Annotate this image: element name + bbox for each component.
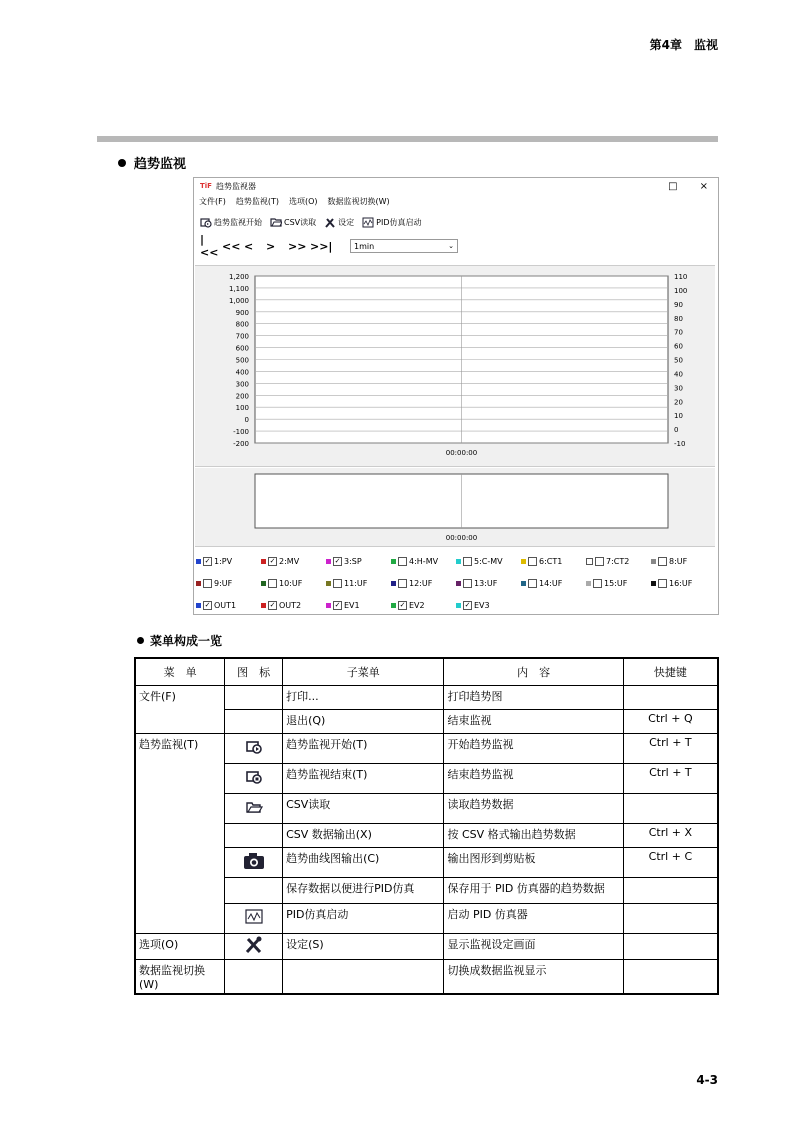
legend-label: EV3 <box>474 600 490 610</box>
app-icon: TiF <box>200 182 212 190</box>
legend-label: 9:UF <box>214 578 233 588</box>
legend-label: OUT2 <box>279 600 302 610</box>
legend-label: OUT1 <box>214 600 237 610</box>
legend-checkbox[interactable] <box>333 579 342 588</box>
content-cell: 保存用于 PID 仿真器的趋势数据 <box>444 877 623 903</box>
legend-item[interactable] <box>586 579 651 588</box>
icon-cell <box>225 733 283 763</box>
settings-button[interactable]: 设定 <box>324 217 354 228</box>
submenu-cell: 退出(Q) <box>283 709 444 733</box>
shortcut-cell <box>623 959 718 994</box>
y-right-tick-label: 20 <box>674 398 683 407</box>
shortcut-cell <box>623 933 718 959</box>
icon-cell <box>225 933 283 959</box>
legend-label: 5:C-MV <box>474 556 503 566</box>
legend-item[interactable] <box>196 601 261 610</box>
content-cell: 显示监视设定画面 <box>444 933 623 959</box>
toolbar <box>194 212 718 232</box>
table-row <box>135 959 718 994</box>
color-swatch <box>521 559 526 564</box>
legend-checkbox[interactable]: ✓ <box>334 600 341 609</box>
window-title: 趋势监视器 <box>215 181 256 191</box>
color-swatch <box>261 603 266 608</box>
pid-sim-button[interactable]: PID仿真启动 <box>362 217 421 228</box>
legend-item[interactable] <box>651 579 716 588</box>
y-right-tick-label: 40 <box>674 370 683 379</box>
color-swatch <box>326 581 331 586</box>
header-submenu: 子菜单 <box>283 658 444 685</box>
menu-options[interactable]: 选项(O) <box>288 196 318 206</box>
y-left-tick-label: -100 <box>233 428 249 437</box>
y-left-tick-label: 700 <box>235 332 249 341</box>
tools-icon <box>324 217 336 228</box>
submenu-cell: 趋势曲线图输出(C) <box>283 847 444 877</box>
menu-cell: 文件(F) <box>135 685 225 733</box>
menu-data-monitor[interactable]: 数据监视切换(W) <box>327 196 390 206</box>
legend-checkbox[interactable] <box>203 579 212 588</box>
color-swatch <box>456 603 461 608</box>
y-left-tick-label: 500 <box>235 356 249 365</box>
content-cell: 结束趋势监视 <box>444 763 623 793</box>
icon-cell <box>225 763 283 793</box>
icon-cell <box>225 877 283 903</box>
content-cell: 读取趋势数据 <box>444 793 623 823</box>
color-swatch <box>196 603 201 608</box>
window-titlebar <box>194 178 718 194</box>
legend-label: 6:CT1 <box>539 556 563 566</box>
legend-label: 16:UF <box>669 578 693 588</box>
legend-item[interactable] <box>521 557 586 566</box>
shortcut-cell: Ctrl + T <box>623 733 718 763</box>
menu-file[interactable]: 文件(F) <box>199 196 226 206</box>
legend-item[interactable] <box>261 557 326 566</box>
submenu-cell: 趋势监视开始(T) <box>283 733 444 763</box>
legend-label: 10:UF <box>279 578 303 588</box>
y-left-tick-label: 0 <box>244 416 249 425</box>
table-header-row <box>135 658 718 685</box>
trend-start-icon <box>245 745 263 758</box>
y-right-tick-label: 100 <box>674 286 688 295</box>
color-swatch <box>651 559 656 564</box>
content-cell: 按 CSV 格式输出趋势数据 <box>444 823 623 847</box>
y-right-tick-label: -10 <box>674 440 686 448</box>
menu-cell: 趋势监视(T) <box>135 733 225 933</box>
color-swatch <box>391 603 396 608</box>
legend-checkbox[interactable] <box>268 579 277 588</box>
time-range-select[interactable] <box>350 239 458 253</box>
close-button[interactable]: × <box>699 180 708 192</box>
main-chart-svg <box>195 266 715 466</box>
nav-next-button[interactable]: > <box>266 239 276 253</box>
legend-label: 3:SP <box>344 556 362 566</box>
folder-open-icon <box>270 217 282 228</box>
legend-item[interactable] <box>326 557 391 566</box>
section-title-text: 趋势监视 <box>134 157 187 172</box>
color-swatch <box>586 581 591 586</box>
camera-icon <box>243 860 265 873</box>
y-left-tick-label: 400 <box>235 368 249 377</box>
nav-next-page-button[interactable]: >> <box>288 239 307 253</box>
icon-cell <box>225 793 283 823</box>
legend-checkbox[interactable] <box>593 579 602 588</box>
maximize-button[interactable]: □ <box>668 180 678 192</box>
legend-item[interactable] <box>651 557 716 566</box>
shortcut-cell <box>623 685 718 709</box>
submenu-cell: CSV 数据输出(X) <box>283 823 444 847</box>
menu-cell: 数据监视切换 (W) <box>135 959 225 994</box>
shortcut-cell: Ctrl + Q <box>623 709 718 733</box>
y-right-tick-label: 70 <box>674 328 683 337</box>
legend-checkbox[interactable]: ✓ <box>204 556 211 565</box>
icon-cell <box>225 709 283 733</box>
legend-checkbox[interactable] <box>398 557 407 566</box>
legend-checkbox[interactable] <box>658 579 667 588</box>
chapter-header: 第4章 监视 <box>649 38 718 52</box>
shortcut-cell <box>623 877 718 903</box>
y-left-tick-label: 1,000 <box>228 296 249 305</box>
content-cell: 启动 PID 仿真器 <box>444 903 623 933</box>
legend-checkbox[interactable] <box>658 557 667 566</box>
header-shortcut: 快捷键 <box>623 658 718 685</box>
shortcut-cell: Ctrl + X <box>623 823 718 847</box>
legend-label: 11:UF <box>344 578 368 588</box>
legend-checkbox[interactable] <box>595 557 604 566</box>
trend-stop-icon <box>245 775 263 788</box>
submenu-cell <box>283 959 444 994</box>
legend-label: EV1 <box>344 600 360 610</box>
header-icon: 图 标 <box>225 658 283 685</box>
submenu-cell: 保存数据以便进行PID仿真 <box>283 877 444 903</box>
content-cell: 输出图形到剪贴板 <box>444 847 623 877</box>
legend-item[interactable] <box>261 601 326 610</box>
page-number: 4-3 <box>696 1073 718 1087</box>
nav-prev-page-button[interactable]: << <box>222 239 241 253</box>
legend-item[interactable] <box>391 557 456 566</box>
icon-cell <box>225 847 283 877</box>
legend-label: 13:UF <box>474 578 498 588</box>
y-left-tick-label: 900 <box>235 308 249 317</box>
header-menu: 菜 单 <box>135 658 225 685</box>
icon-cell <box>225 959 283 994</box>
bullet-icon <box>118 159 126 167</box>
y-left-tick-label: 600 <box>235 344 249 353</box>
icon-cell <box>225 685 283 709</box>
legend-label: 15:UF <box>604 578 628 588</box>
chevron-down-icon: ⌄ <box>448 242 454 250</box>
legend-checkbox[interactable] <box>528 579 537 588</box>
legend-checkbox[interactable]: ✓ <box>399 600 406 609</box>
color-swatch <box>326 603 331 608</box>
y-left-tick-label: 1,100 <box>228 284 249 293</box>
color-swatch <box>261 559 266 564</box>
color-swatch <box>456 581 461 586</box>
legend-checkbox[interactable]: ✓ <box>334 556 341 565</box>
legend-item[interactable] <box>196 557 261 566</box>
color-swatch <box>391 559 396 564</box>
legend-row <box>196 550 716 572</box>
channel-legend <box>196 550 716 616</box>
legend-checkbox[interactable]: ✓ <box>269 556 276 565</box>
legend-row <box>196 572 716 594</box>
y-right-tick-label: 30 <box>674 384 683 393</box>
color-swatch <box>586 558 593 565</box>
legend-item[interactable] <box>456 601 521 610</box>
nav-prev-button[interactable]: < <box>244 239 254 253</box>
pid-sim-icon <box>245 914 263 927</box>
submenu-cell: 趋势监视结束(T) <box>283 763 444 793</box>
menu-trend[interactable]: 趋势监视(T) <box>235 196 279 206</box>
color-swatch <box>196 581 201 586</box>
legend-label: EV2 <box>409 600 425 610</box>
y-right-tick-label: 110 <box>674 273 688 281</box>
color-swatch <box>651 581 656 586</box>
time-range-value: 1min <box>354 241 375 251</box>
menu-table-title-text: 菜单构成一览 <box>150 634 223 648</box>
legend-label: 12:UF <box>409 578 433 588</box>
legend-item[interactable] <box>261 579 326 588</box>
legend-item[interactable] <box>326 601 391 610</box>
color-swatch <box>196 559 201 564</box>
legend-label: 14:UF <box>539 578 563 588</box>
y-left-tick-label: 1,200 <box>228 273 249 281</box>
legend-label: 1:PV <box>214 556 233 566</box>
legend-label: 7:CT2 <box>606 556 630 566</box>
y-right-tick-label: 80 <box>674 314 683 323</box>
shortcut-cell: Ctrl + C <box>623 847 718 877</box>
table-row <box>135 685 718 709</box>
legend-item[interactable] <box>521 579 586 588</box>
sub-x-tick-label: 00:00:00 <box>445 534 478 542</box>
legend-row <box>196 594 716 616</box>
navigation-bar <box>194 233 718 259</box>
y-right-tick-label: 50 <box>674 356 683 365</box>
table-row <box>135 733 718 763</box>
trend-start-icon <box>200 217 212 228</box>
shortcut-cell <box>623 793 718 823</box>
icon-cell <box>225 903 283 933</box>
legend-item[interactable] <box>391 579 456 588</box>
section-divider <box>97 136 718 142</box>
legend-checkbox[interactable] <box>528 557 537 566</box>
y-right-tick-label: 60 <box>674 342 683 351</box>
trend-chart-sub[interactable] <box>195 468 715 547</box>
pid-sim-icon <box>362 217 374 228</box>
y-right-tick-label: 10 <box>674 412 683 421</box>
folder-open-icon <box>245 804 263 817</box>
legend-checkbox[interactable]: ✓ <box>269 600 276 609</box>
color-swatch <box>326 559 331 564</box>
legend-checkbox[interactable] <box>463 557 472 566</box>
menubar <box>194 194 718 208</box>
submenu-cell: PID仿真启动 <box>283 903 444 933</box>
section-title <box>118 153 186 172</box>
tools-icon <box>244 944 264 957</box>
nav-first-button[interactable]: |<< <box>200 233 219 259</box>
legend-item[interactable] <box>456 557 521 566</box>
submenu-cell: 打印... <box>283 685 444 709</box>
legend-item[interactable] <box>586 557 651 566</box>
legend-item[interactable] <box>391 601 456 610</box>
icon-cell <box>225 823 283 847</box>
y-left-tick-label: 100 <box>235 404 249 413</box>
header-content: 内 容 <box>444 658 623 685</box>
content-cell: 开始趋势监视 <box>444 733 623 763</box>
menu-table-title <box>137 632 222 649</box>
submenu-cell: 设定(S) <box>283 933 444 959</box>
bullet-icon <box>137 637 144 644</box>
content-cell: 打印趋势图 <box>444 685 623 709</box>
legend-checkbox[interactable]: ✓ <box>204 600 211 609</box>
y-left-tick-label: -200 <box>233 440 249 448</box>
legend-item[interactable] <box>456 579 521 588</box>
legend-checkbox[interactable] <box>398 579 407 588</box>
legend-item[interactable] <box>196 579 261 588</box>
trend-monitor-window <box>193 177 719 615</box>
legend-checkbox[interactable] <box>463 579 472 588</box>
menu-table <box>134 657 719 995</box>
shortcut-cell <box>623 903 718 933</box>
menu-cell: 选项(O) <box>135 933 225 959</box>
y-left-tick-label: 200 <box>235 392 249 401</box>
legend-checkbox[interactable]: ✓ <box>464 600 471 609</box>
color-swatch <box>521 581 526 586</box>
sub-chart-svg <box>195 468 715 546</box>
color-swatch <box>261 581 266 586</box>
y-left-tick-label: 800 <box>235 320 249 329</box>
trend-start-button[interactable]: 趋势监视开始 <box>200 217 262 228</box>
color-swatch <box>456 559 461 564</box>
color-swatch <box>391 581 396 586</box>
nav-last-button[interactable]: >>| <box>310 239 333 253</box>
shortcut-cell: Ctrl + T <box>623 763 718 793</box>
submenu-cell: CSV读取 <box>283 793 444 823</box>
csv-read-button[interactable]: CSV读取 <box>270 217 316 228</box>
content-cell: 结束监视 <box>444 709 623 733</box>
legend-label: 8:UF <box>669 556 688 566</box>
x-tick-label: 00:00:00 <box>445 449 478 457</box>
y-left-tick-label: 300 <box>235 380 249 389</box>
legend-label: 2:MV <box>279 556 300 566</box>
legend-item[interactable] <box>326 579 391 588</box>
content-cell: 切换成数据监视显示 <box>444 959 623 994</box>
legend-label: 4:H-MV <box>409 556 439 566</box>
table-row <box>135 933 718 959</box>
y-right-tick-label: 90 <box>674 300 683 309</box>
y-right-tick-label: 0 <box>674 426 679 435</box>
trend-chart-main[interactable] <box>195 265 715 467</box>
